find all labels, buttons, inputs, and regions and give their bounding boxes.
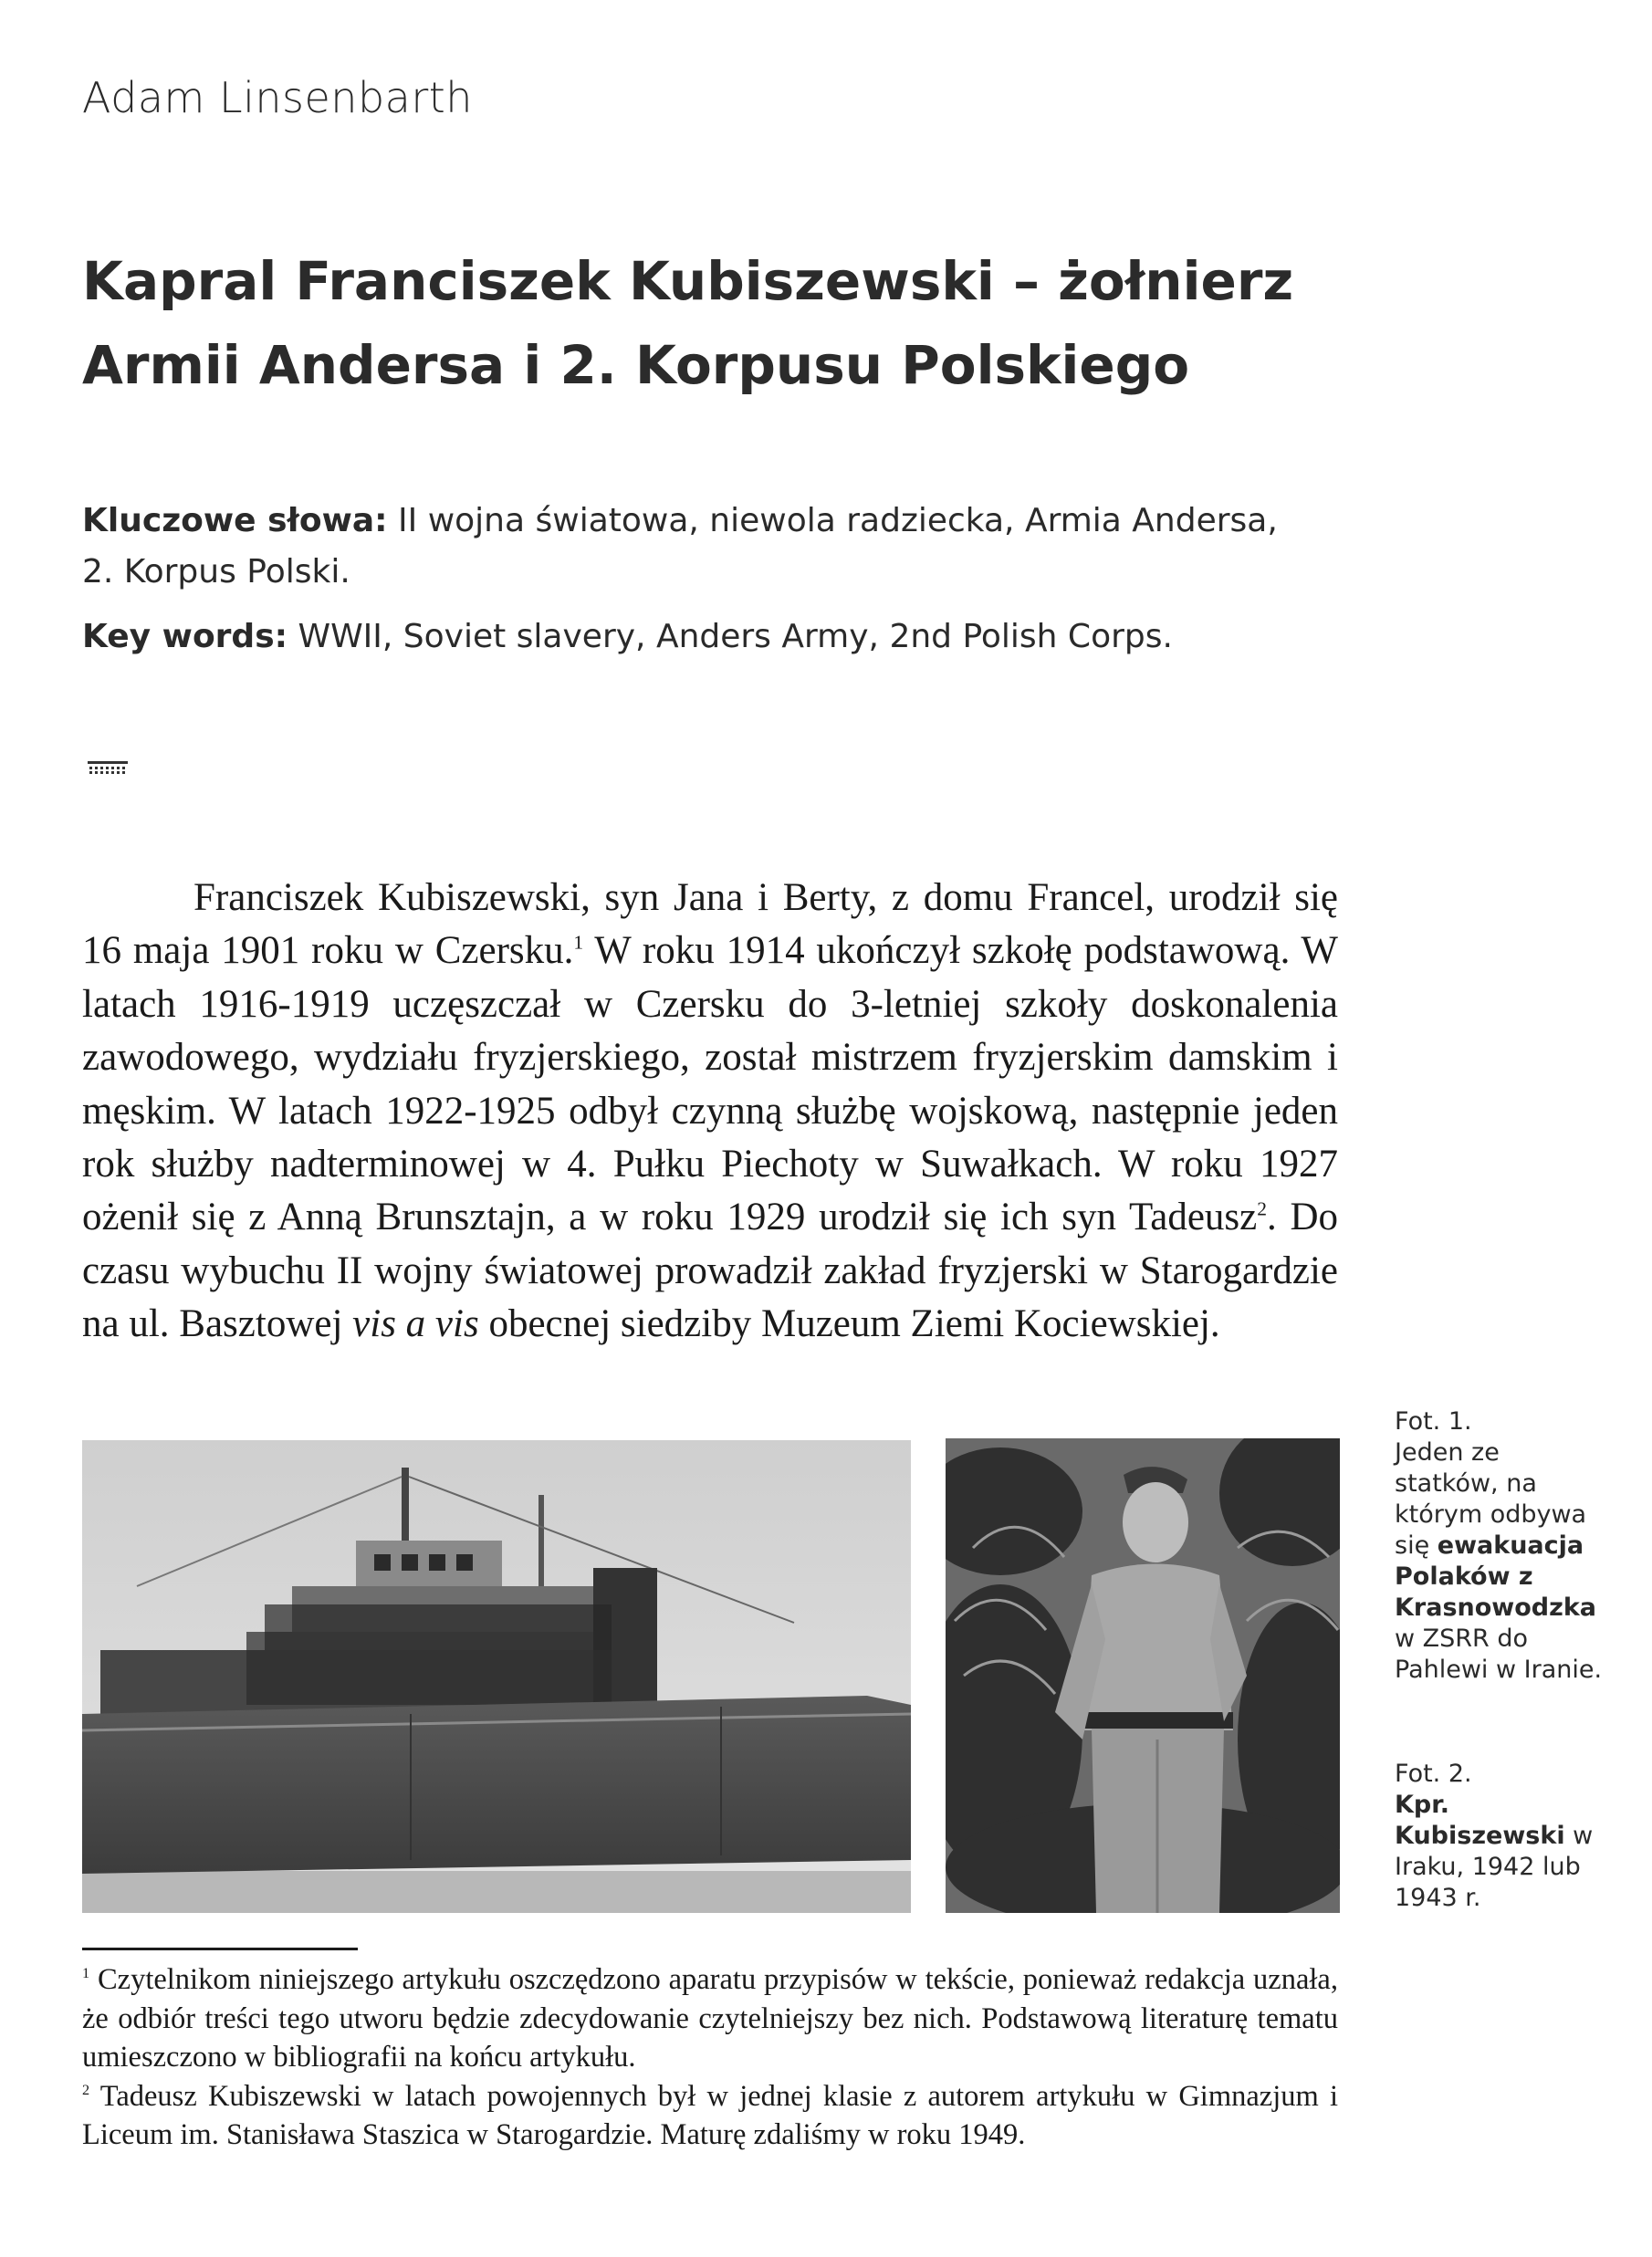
photo-caption-2 [1395, 1759, 1605, 1914]
keywords-polish-text: II wojna światowa, niewola radziecka, Armia Andersa, [387, 502, 1278, 539]
photo-caption-1 [1395, 1406, 1605, 1686]
article-title-line-2: Armii Andersa i 2. Korpusu Polskiego [82, 334, 1190, 396]
footnote-1: $^1$ Czytelnikom niniejszego artykułu oszczędzono aparatu przypisów w tekście, ponieważ redakcja uznała, że odbiór treści tego utworu będzie zdecydowanie czytelniejszy bez nich. Podstawową literaturę tematu umieszczono w bibliografii na końcu artykułu. [82, 1963, 1338, 2074]
keywords-english [82, 611, 1360, 663]
article-title-line-1: Kapral Franciszek Kubiszewski – żołnierz [82, 250, 1294, 312]
section-divider-icon [88, 759, 128, 776]
body-paragraph: Franciszek Kubiszewski, syn Jana i Berty, z domu Francel, urodził się 16 maja 1901 roku w Czersku.$^1$ W roku 1914 ukończył szkołę podstawową. W latach 1916-1919 uczęszczał w Czersku do 3-letniej szkoły doskonalenia zawodowego, wydziału fryzjerskiego, został mistrzem fryzjerskim damskim i męskim. W latach 1922-1925 odbył czynną służbę wojskową, następnie jeden rok służby nadterminowej w 4. Pułku Piechoty w Suwałkach. W roku 1927 ożenił się z Anną Brunsztajn, a w roku 1929 urodził się ich syn Tadeusz$^2$. Do czasu wybuchu II wojny światowej prowadził zakład fryzjerski w Starogardzie na ul. Basztowej vis a vis obecnej siedziby Muzeum Ziemi Kociewskiej. [82, 876, 1338, 1346]
footnote-separator [82, 1948, 358, 1950]
footnote-2: $^2$ Tadeusz Kubiszewski w latach powojennych był w jednej klasie z autorem artykułu w Gimnazjum i Liceum im. Stanisława Staszica w Starogardzie. Maturę zdaliśmy w roku 1949. [82, 2079, 1338, 2151]
footnote-ref-1[interactable]: 1 [573, 932, 584, 955]
author-name: Adam Linsenbarth [82, 73, 473, 122]
photo-evacuation-ship [82, 1440, 911, 1913]
photo-corporal-portrait [946, 1438, 1340, 1913]
keywords-polish-text-cont: 2. Korpus Polski. [82, 553, 350, 590]
caption-1-text: Jeden ze statków, na którym odbywa się ewakuacja Polaków z Krasnowodzka w ZSRR do Pahlewi w Iranie. [1395, 1438, 1603, 1684]
caption-1-label: Fot. 1. [1395, 1407, 1472, 1436]
keywords-polish-label: Kluczowe słowa: [82, 502, 388, 539]
footnotes [82, 1960, 1338, 2155]
footnote-ref-2[interactable]: 2 [1257, 1198, 1267, 1221]
keywords-polish [82, 496, 1360, 598]
caption-2-text: Kpr. Kubiszewski w Iraku, 1942 lub 1943 r. [1395, 1791, 1594, 1912]
keywords-english-label: Key words: [82, 618, 288, 655]
caption-2-label: Fot. 2. [1395, 1760, 1472, 1788]
article-body [82, 872, 1338, 1352]
article-title [82, 239, 1451, 407]
keywords-english-text: WWII, Soviet slavery, Anders Army, 2nd Polish Corps. [288, 618, 1173, 655]
